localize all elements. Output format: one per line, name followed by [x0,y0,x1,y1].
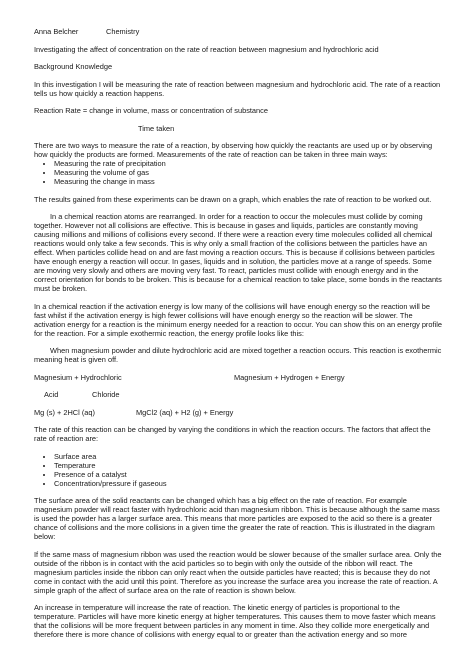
rate-formula-numerator: Reaction Rate = change in volume, mass or concentration of substance [34,106,268,115]
word-equation-chloride: Chloride [92,390,120,399]
ways-list [34,159,442,186]
word-equation-acid: Acid [44,390,59,399]
list-item: • Measuring the rate of precipitation [54,159,442,168]
word-equation-reactants: Magnesium + Hydrochloric [34,372,122,382]
word-equation-products: Magnesium + Hydrogen + Energy [234,372,345,382]
ways-intro-paragraph: There are two ways to measure the rate of a reaction, by observing how quickly the reactants are used up or by observing how quickly the products are formed. Measurements of the rate of reaction can be taken in three main ways: [34,141,433,159]
list-item: • Measuring the change in mass [54,177,442,186]
subject-name: Chemistry [106,27,140,36]
graph-note-paragraph: The results gained from these experiments can be drawn on a graph, which enables the rate of reaction to be worked out. [34,194,432,204]
section-heading: Background Knowledge [34,62,113,71]
list-item: • Concentration/pressure if gaseous [54,479,442,488]
list-item: • Presence of a catalyst [54,470,442,479]
temperature-paragraph: An increase in temperature will increase the rate of reaction. The kinetic energy of particles is proportional to the temperature. Particles will have more kinetic energy at higher temperatures. This causes them to move faster which means that the collisions will be more frequent between particles in any moment in time. Also they collide more energetically and therefore there is more chance of collisions with energy equal to or greater than the activation energy and so more [34,603,436,639]
symbol-equation-products: MgCl2 (aq) + H2 (g) + Energy [136,407,234,417]
surface-area-paragraph: The surface area of the solid reactants can be changed which has a big effect on the rate of reaction. For example magnesium powder will react faster with hydrochloric acid than magnesium ribbon. This is because although the same mass is used the powder has a larger surface area. This means that more particles are exposed to the acid so there is a greater chance of collisions and the more collisions in a given time the greater the rate of reaction. This is illustrated in the diagram below: [34,496,440,541]
list-item: • Surface area [54,452,442,461]
author-name: Anna Belcher [34,27,79,36]
list-item: • Measuring the volume of gas [54,168,442,177]
activation-energy-paragraph: In a chemical reaction if the activation energy is low many of the collisions will have enough energy so the reaction will be fast whilst if the activation energy is high fewer collisions will have enough energy so the reaction will be slower. The activation energy for a reaction is the minimum energy needed for a reaction to occur. You can show this on an energy profile for the reaction. For a simple exothermic reaction, the energy profile looks like this: [34,301,442,338]
document-header [34,27,442,36]
word-equation-row [34,373,442,382]
mixing-paragraph: When magnesium powder and dilute hydrochloric acid are mixed together a reaction occurs. This reaction is exothermic meaning heat is given off. [34,346,442,364]
intro-paragraph: In this investigation I will be measuring the rate of reaction between magnesium and hydrochloric acid. The rate of a reaction tells us how quickly a reaction happens. [34,79,441,98]
list-item: • Temperature [54,461,442,470]
word-equation-row-2 [34,390,442,399]
document-title: Investigating the affect of concentration on the rate of reaction between magnesium and hydrochloric acid [34,44,379,54]
ribbon-paragraph: If the same mass of magnesium ribbon was used the reaction would be slower because of the smaller surface area. Only the outside of the ribbon is in contact with the acid particles so to begin with only the outside of the ribbon will react. The magnesium particles inside the ribbon can only react when the outside particles have reacted; this is because they do not come in contact with the acid until this point. Therefore as you increase the surface area you increase the rate of reaction. A simple graph of the affect of surface area on the rate of reaction is shown below. [34,549,442,595]
symbol-equation-row [34,408,442,417]
symbol-equation-reactants: Mg (s) + 2HCl (aq) [34,407,95,417]
rate-formula-denominator: Time taken [138,123,175,133]
collision-paragraph: In a chemical reaction atoms are rearranged. In order for a reaction to occur the molecules must collide by coming together. However not all collisions are effective. This is because in gases and liquids, particles are constantly moving causing millions and millions of collisions every second. If there were a reaction every time molecules collided all chemical reactions would only take a few seconds. This is why only a small fraction of the collisions between the particles have an effect. When particles collide head on and are fast moving a reaction occurs. This is because if collisions between particles have enough energy a reaction will occur. In gases, liquids and in solution, the particles move at a range of speeds. Some are moving very slowly and others are moving very fast. To react, particles must collide with enough energy and in the correct orientation for bonds to be broken. This is because for a chemical reaction to take place, some bonds in the reactants must be broken. [34,212,442,293]
factors-intro-paragraph: The rate of this reaction can be changed by varying the conditions in which the reaction occurs. The factors that affect the rate of reaction are: [34,425,431,443]
document-page [34,27,442,648]
factors-list [34,452,442,488]
